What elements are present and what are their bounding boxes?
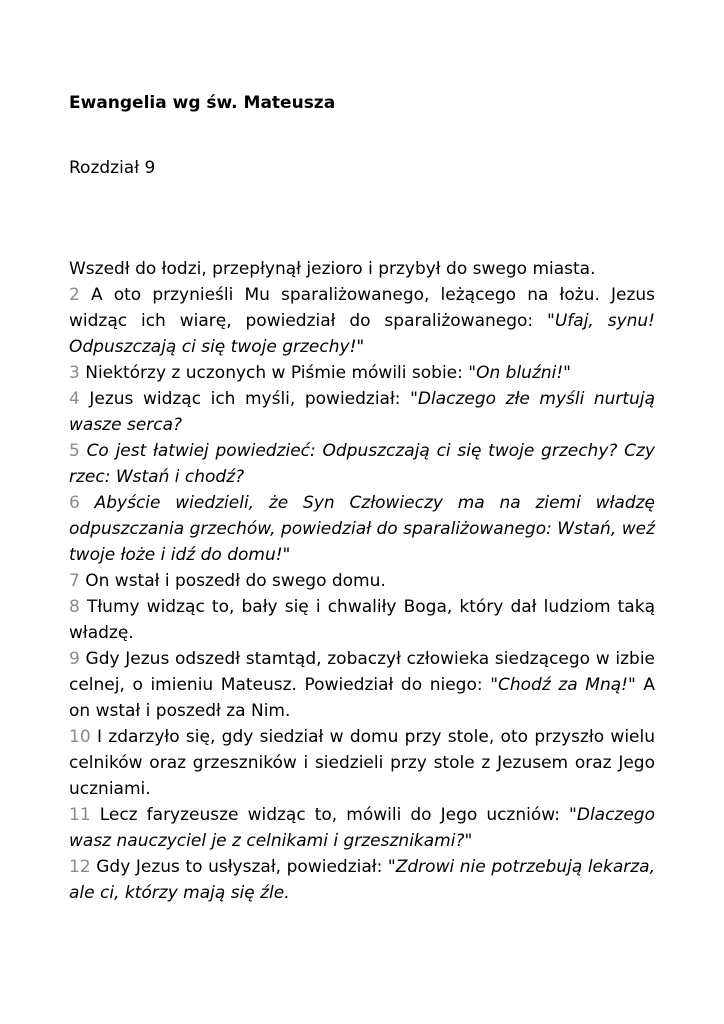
verse-text: Niektórzy z uczonych w Piśmie mówili sobie: bbox=[85, 363, 463, 383]
verse-3 bbox=[69, 360, 655, 386]
verse-tail: A on wstał i poszedł za Nim. bbox=[69, 675, 656, 721]
verse-number: 10 bbox=[69, 727, 91, 747]
verse-quote: Co jest łatwiej powiedzieć: Odpuszczają ci się twoje grzechy? Czy rzec: Wstań i chodź? bbox=[69, 441, 655, 487]
verse-8 bbox=[69, 594, 655, 646]
verse-text: Gdy Jezus to usłyszał, powiedział: bbox=[96, 857, 383, 877]
verse-number: 4 bbox=[69, 389, 80, 409]
verse-4 bbox=[69, 386, 655, 438]
verse-quote: "Chodź za Mną!" bbox=[490, 675, 636, 695]
verse-1 bbox=[69, 256, 655, 282]
verse-10 bbox=[69, 724, 655, 802]
book-title: Ewangelia wg św. Mateusza bbox=[69, 93, 336, 113]
verse-6 bbox=[69, 490, 655, 568]
verse-text: On wstał i poszedł do swego domu. bbox=[85, 571, 386, 591]
verse-quote: "Dlaczego złe myśli nurtują wasze serca? bbox=[69, 389, 655, 435]
verse-text: Tłumy widząc to, bały się i chwaliły Boga, który dał ludziom taką władzę. bbox=[69, 597, 655, 643]
verse-quote: "Zdrowi nie potrzebują lekarza, ale ci, którzy mają się źle. bbox=[69, 857, 656, 903]
verse-number: 12 bbox=[69, 857, 91, 877]
verse-number: 11 bbox=[69, 805, 91, 825]
verse-text: Jezus widząc ich myśli, powiedział: bbox=[89, 389, 401, 409]
verse-quote: Abyście wiedzieli, że Syn Człowieczy ma na ziemi władzę odpuszczania grzechów, powiedział do sparaliżowanego: Wstań, weź twoje łoże i idź do domu!" bbox=[69, 493, 655, 565]
verse-7 bbox=[69, 568, 655, 594]
verse-text: Gdy Jezus odszedł stamtąd, zobaczył człowieka siedzącego w izbie celnej, o imieniu Mateusz. Powiedział do niego: bbox=[69, 649, 656, 695]
verse-list bbox=[69, 256, 655, 906]
verse-number: 8 bbox=[69, 597, 80, 617]
verse-11 bbox=[69, 802, 655, 854]
verse-text: Lecz faryzeusze widząc to, mówili do Jego uczniów: bbox=[99, 805, 560, 825]
verse-number: 7 bbox=[69, 571, 80, 591]
verse-text: A oto przynieśli Mu sparaliżowanego, leżącego na łożu. Jezus widząc ich wiarę, powiedział do sparaliżowanego: bbox=[69, 285, 656, 331]
verse-number: 2 bbox=[69, 285, 80, 305]
verse-number: 3 bbox=[69, 363, 80, 383]
verse-5 bbox=[69, 438, 655, 490]
verse-number: 9 bbox=[69, 649, 80, 669]
verse-9 bbox=[69, 646, 655, 724]
verse-number: 5 bbox=[69, 441, 80, 461]
verse-text: I zdarzyło się, gdy siedział w domu przy stole, oto przyszło wielu celników oraz grzeszników i siedzieli przy stole z Jezusem oraz Jego uczniami. bbox=[69, 727, 655, 799]
verse-number: 6 bbox=[69, 493, 80, 513]
chapter-heading: Rozdział 9 bbox=[69, 158, 156, 178]
verse-quote: "Ufaj, synu! Odpuszczają ci się twoje grzechy!" bbox=[69, 311, 655, 357]
verse-text: Wszedł do łodzi, przepłynął jezioro i przybył do swego miasta. bbox=[69, 259, 596, 279]
verse-quote: "On bluźni!" bbox=[468, 363, 572, 383]
verse-2 bbox=[69, 282, 655, 360]
verse-quote: "Dlaczego wasz nauczyciel je z celnikami i grzesznikami?" bbox=[69, 805, 656, 851]
verse-12 bbox=[69, 854, 655, 906]
